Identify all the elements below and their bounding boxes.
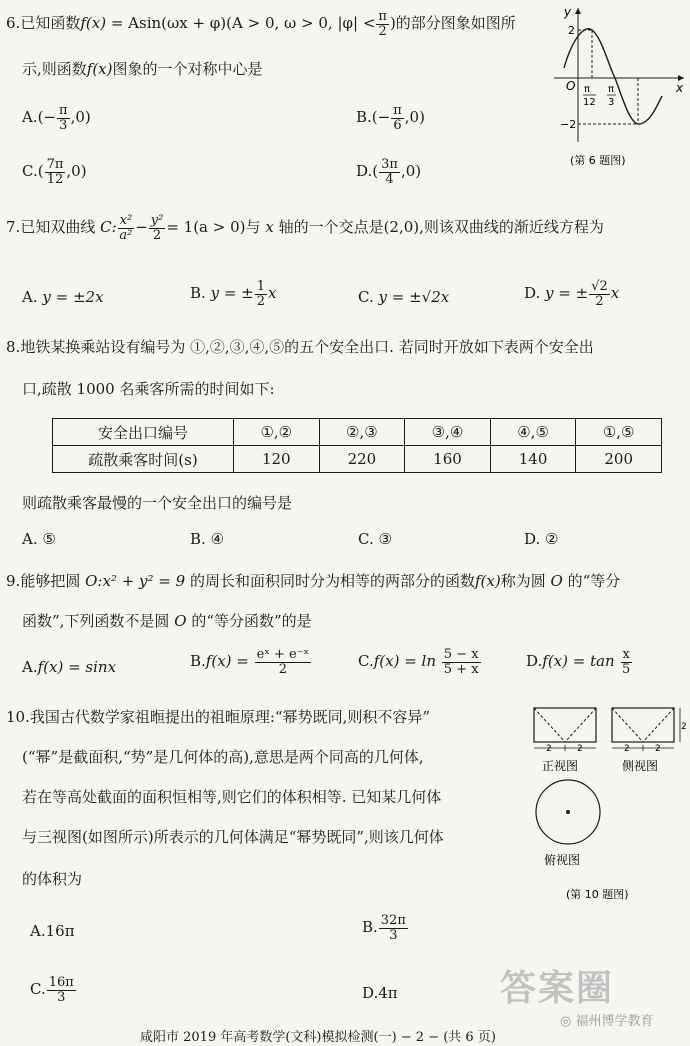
q7-option-d[interactable]: D. y = ± $\frac{√2}{2}$ x xyxy=(524,279,620,309)
q10-front-label: 正视图 xyxy=(542,759,579,773)
q8-stem-line2: 口,疏散 1000 名乘客所需的时间如下: xyxy=(22,380,275,398)
q8-option-c[interactable]: C. ③ xyxy=(358,530,392,548)
q10-number: 10. xyxy=(6,708,30,726)
table-row xyxy=(53,446,662,473)
q6-option-b[interactable]: B.(− $\frac{\pi}{6}$ ,0) xyxy=(356,103,425,133)
page-footer: 咸阳市 2019 年高考数学(文科)模拟检测(一) − 2 − (共 6 页) xyxy=(140,1030,496,1045)
q6-pi-over-2: $\frac{\pi}{2}$ xyxy=(378,9,387,39)
svg-text:3: 3 xyxy=(608,97,615,108)
q9-option-c[interactable]: C.f(x) = ln $\frac{5 - x}{5 + x}$ xyxy=(358,647,479,677)
q6-caption: (第 6 题图) xyxy=(570,154,626,167)
table-cell: ①,⑤ xyxy=(576,419,662,446)
q6-origin-label: O xyxy=(566,79,576,93)
q10-stem-line3: 若在等高处截面的面积恒相等,则它们的体积相等. 已知某几何体 xyxy=(22,788,442,806)
q8-exit-table xyxy=(52,418,662,473)
q8-option-d[interactable]: D. ② xyxy=(524,530,559,548)
table-header-evacuation-time: 疏散乘客时间(s) xyxy=(53,446,234,473)
q7-stem: 7.已知双曲线 C: $\frac{\text{x²}}{\text{a²}}$ − $\frac{\text{y²}}{2}$ = 1(a > 0)与 x 轴的一个交点是(2,0),则该双曲线的渐近线方程为 xyxy=(6,213,604,243)
q8-option-b[interactable]: B. ④ xyxy=(190,530,225,548)
svg-text:2: 2 xyxy=(624,744,630,754)
q6-option-c[interactable]: C.( $\frac{7\pi}{12}$ ,0) xyxy=(22,157,87,187)
q6-y-min-label: −2 xyxy=(560,118,577,131)
q10-side-label: 侧视图 xyxy=(622,759,659,773)
q10-option-a[interactable]: A.16π xyxy=(30,922,75,940)
table-row xyxy=(53,419,662,446)
table-cell: ①,② xyxy=(234,419,320,446)
q10-front-view xyxy=(534,708,596,773)
q9-option-b[interactable]: B.f(x) = $\frac{\text{eˣ + e⁻ˣ}}{2}$ xyxy=(190,647,310,677)
q8-question: 则疏散乘客最慢的一个安全出口的编号是 xyxy=(22,494,293,512)
watermark-logo: 答案圈 xyxy=(500,968,615,1009)
q6-y-arrow xyxy=(575,8,581,14)
table-cell: 120 xyxy=(234,446,320,473)
q8-option-a[interactable]: A. ⑤ xyxy=(22,530,56,548)
watermark-wechat: ◎ 福州博学教育 xyxy=(560,1014,654,1029)
q8-number: 8. xyxy=(6,338,21,356)
q10-top-label: 俯视图 xyxy=(544,853,581,867)
table-cell: ④,⑤ xyxy=(490,419,576,446)
q6-tick-pi-12 xyxy=(583,84,596,108)
table-cell: 160 xyxy=(405,446,491,473)
q9-stem-line2: 函数”,下列函数不是圆 O 的“等分函数”的是 xyxy=(22,612,312,630)
q6-option-a[interactable]: A.(− $\frac{\pi}{3}$ ,0) xyxy=(22,103,91,133)
table-cell: ②,③ xyxy=(319,419,405,446)
table-cell: 200 xyxy=(576,446,662,473)
q7-number: 7. xyxy=(6,218,21,237)
q9-number: 9. xyxy=(6,572,21,590)
table-header-exit-pair: 安全出口编号 xyxy=(53,419,234,446)
q6-y-label: y xyxy=(564,5,572,19)
q10-side-view xyxy=(612,708,687,773)
svg-text:12: 12 xyxy=(583,97,596,108)
q9-option-a[interactable]: A.f(x) = sinx xyxy=(22,658,117,676)
q10-stem-line5: 的体积为 xyxy=(22,870,83,888)
q6-sine-curve xyxy=(564,29,662,124)
svg-text:π: π xyxy=(584,84,591,95)
q6-sine-graph xyxy=(548,4,688,174)
q10-top-view xyxy=(536,780,600,867)
table-cell: 140 xyxy=(490,446,576,473)
q6-number: 6. xyxy=(6,14,21,33)
q10-stem-line2: (“幂”是截面积,“势”是几何体的高),意思是两个同高的几何体, xyxy=(22,748,424,766)
q10-caption: (第 10 题图) xyxy=(566,888,629,901)
q10-option-b[interactable]: B. $\frac{32\pi}{3}$ xyxy=(362,913,406,943)
q7-option-b[interactable]: B. y = ± $\frac{1}{2}$ x xyxy=(190,279,277,309)
q6-y-max-label: 2 xyxy=(568,24,575,37)
svg-text:2: 2 xyxy=(681,722,687,732)
q10-three-views-figure xyxy=(526,700,688,916)
q9-option-d[interactable]: D.f(x) = tan $\frac{x}{5}$ xyxy=(526,647,631,677)
q6-tick-pi-3 xyxy=(607,84,616,108)
q7-option-a[interactable]: A. y = ±2x xyxy=(22,288,104,306)
q9-stem-line1: 9.能够把圆 O:x² + y² = 9 的周长和面积同时分为相等的两部分的函数f(x)称为圆 O 的“等分 xyxy=(6,572,621,590)
svg-text:π: π xyxy=(608,84,615,95)
q6-stem-line2: 示,则函数f(x)图象的一个对称中心是 xyxy=(22,60,263,78)
q6-x-label: x xyxy=(676,81,684,95)
q8-stem-line1: 8.地铁某换乘站设有编号为 ①,②,③,④,⑤的五个安全出口. 若同时开放如下表两个安全出 xyxy=(6,338,594,356)
q6-stem-line1: 6.已知函数f(x) = Asin(ωx + φ)(A > 0, ω > 0, |φ| < $\frac{\pi}{2}$ )的部分图象如图所 xyxy=(6,9,516,39)
table-cell: 220 xyxy=(319,446,405,473)
svg-text:2: 2 xyxy=(655,744,661,754)
svg-text:2: 2 xyxy=(577,744,583,754)
q10-option-c[interactable]: C. $\frac{16\pi}{3}$ xyxy=(30,975,74,1005)
table-cell: ③,④ xyxy=(405,419,491,446)
q10-option-d[interactable]: D.4π xyxy=(362,984,398,1002)
q7-option-c[interactable]: C. y = ±√2x xyxy=(358,288,450,306)
svg-text:2: 2 xyxy=(546,744,552,754)
q10-stem-line1: 10.我国古代数学家祖暅提出的祖暅原理:“幂势既同,则积不容异” xyxy=(6,708,431,726)
wechat-icon: ◎ xyxy=(560,1014,572,1029)
q10-stem-line4: 与三视图(如图所示)所表示的几何体满足“幂势既同”,则该几何体 xyxy=(22,828,444,846)
q6-option-d[interactable]: D.( $\frac{3\pi}{4}$ ,0) xyxy=(356,157,422,187)
